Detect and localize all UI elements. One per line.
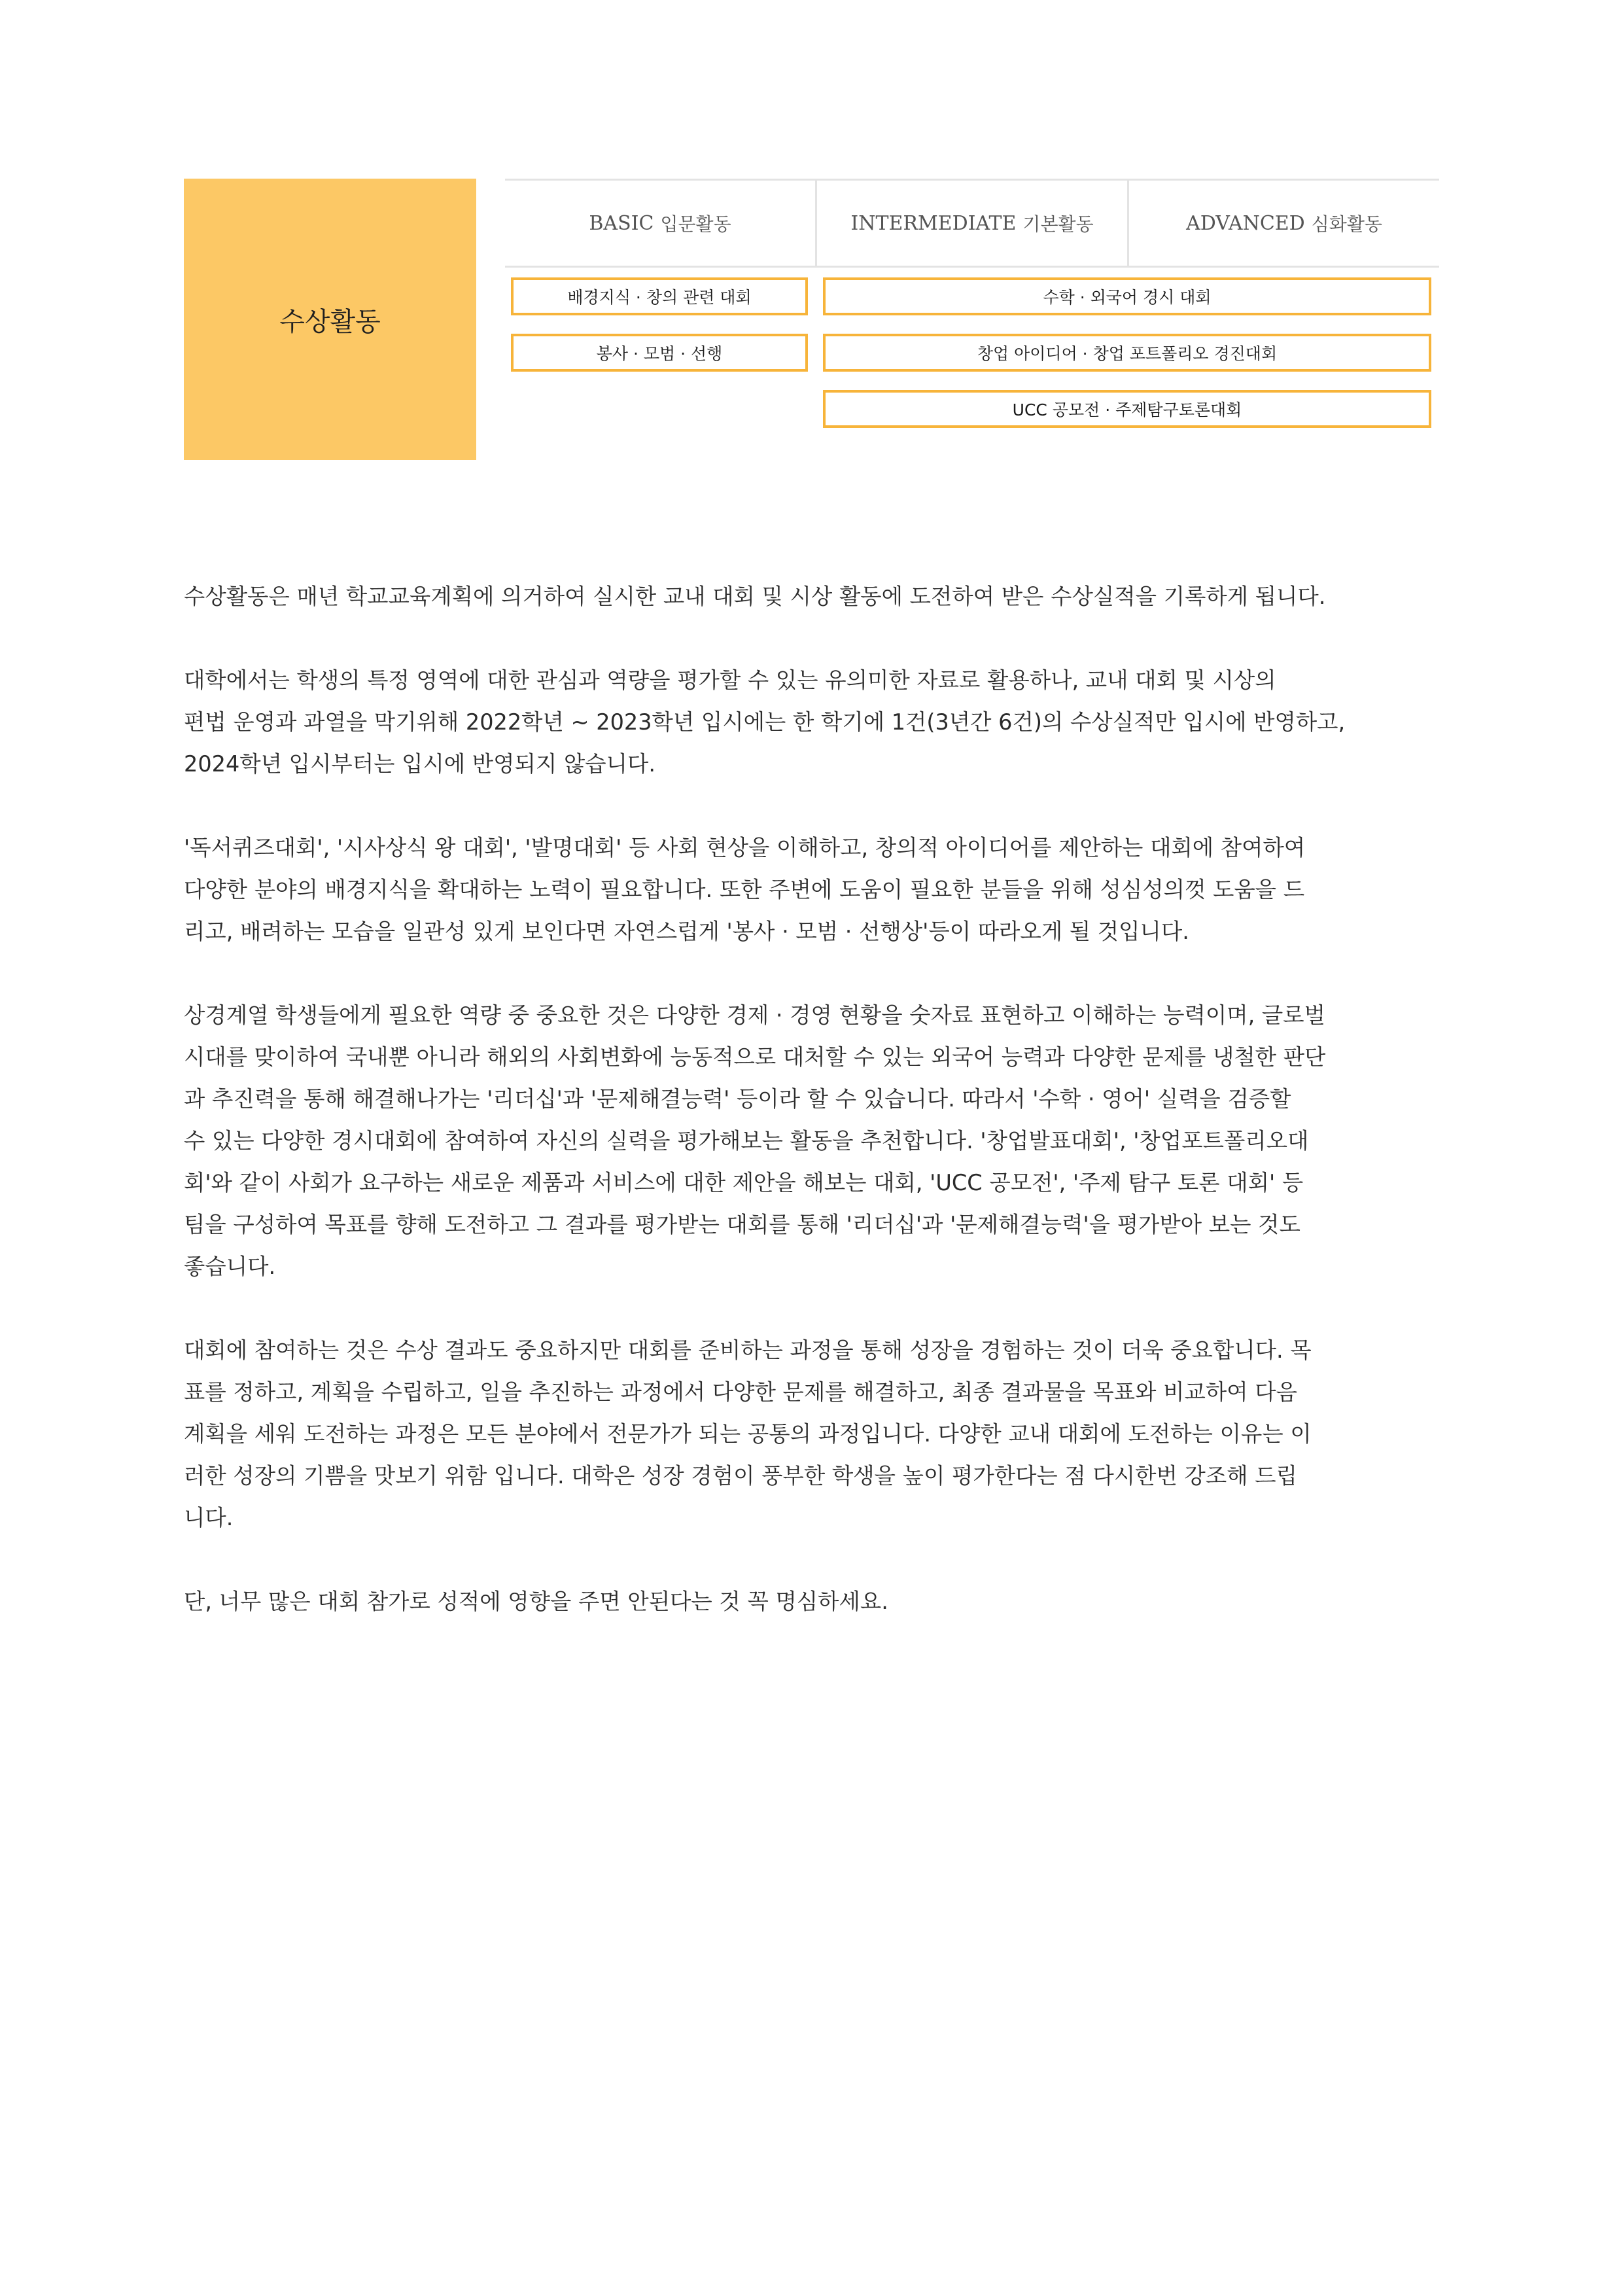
text-line: 니다. xyxy=(184,1505,234,1530)
paragraph-growth xyxy=(184,1330,1440,1539)
text-line: 리고, 배려하는 모습을 일관성 있게 보인다면 자연스럽게 '봉사 · 모범 · 선행상'등이 따라오게 될 것입니다. xyxy=(184,919,1189,944)
level-intermediate-en: INTERMEDIATE xyxy=(850,211,1017,235)
paragraph-business-major xyxy=(184,995,1440,1288)
level-advanced-ko: 심화활동 xyxy=(1311,213,1382,235)
level-intermediate xyxy=(815,181,1127,266)
activity-math-language-contest: 수학 · 외국어 경시 대회 xyxy=(823,277,1431,315)
body-text xyxy=(184,576,1440,1665)
text-line: 시대를 맞이하여 국내뿐 아니라 해외의 사회변화에 능동적으로 대처할 수 있는 외국어 능력과 다양한 문제를 냉철한 판단 xyxy=(184,1044,1326,1070)
level-basic-en: BASIC xyxy=(589,211,654,235)
text-line: '독서퀴즈대회', '시사상식 왕 대회', '발명대회' 등 사회 현상을 이해하고, 창의적 아이디어를 제안하는 대회에 참여하여 xyxy=(184,835,1306,860)
text-line: 계획을 세워 도전하는 과정은 모든 분야에서 전문가가 되는 공통의 과정입니다. 다양한 교내 대회에 도전하는 이유는 이 xyxy=(184,1421,1312,1447)
text-line: 회'와 같이 사회가 요구하는 새로운 제품과 서비스에 대한 제안을 해보는 대회, 'UCC 공모전', '주제 탐구 토론 대회' 등 xyxy=(184,1170,1304,1195)
level-advanced-en: ADVANCED xyxy=(1186,211,1305,235)
text-line: 러한 성장의 기쁨을 맛보기 위함 입니다. 대학은 성장 경험이 풍부한 학생을 높이 평가한다는 점 다시한번 강조해 드립 xyxy=(184,1463,1297,1489)
text-line: 좋습니다. xyxy=(184,1254,276,1279)
text-line: 표를 정하고, 계획을 수립하고, 일을 추진하는 과정에서 다양한 문제를 해결하고, 최종 결과물을 목표와 비교하여 다음 xyxy=(184,1379,1297,1405)
text-line: 팀을 구성하여 목표를 향해 도전하고 그 결과를 평가받는 대회를 통해 '리더십'과 '문제해결능력'을 평가받아 보는 것도 xyxy=(184,1212,1300,1237)
paragraph-basic-activities xyxy=(184,827,1440,953)
level-header xyxy=(505,179,1439,268)
paragraph-intro xyxy=(184,576,1440,618)
text-line: 다양한 분야의 배경지식을 확대하는 노력이 필요합니다. 또한 주변에 도움이 필요한 분들을 위해 성심성의껏 도움을 드 xyxy=(184,877,1305,902)
activity-background-knowledge: 배경지식 · 창의 관련 대회 xyxy=(511,277,808,315)
text-line: 편법 운영과 과열을 막기위해 2022학년 ~ 2023학년 입시에는 한 학기에 1건(3년간 6건)의 수상실적만 입시에 반영하고, xyxy=(184,709,1346,735)
level-advanced xyxy=(1127,181,1439,266)
level-intermediate-ko: 기본활동 xyxy=(1022,213,1094,235)
paragraph-admission-policy xyxy=(184,660,1440,785)
text-line: 단, 너무 많은 대회 참가로 성적에 영향을 주면 안된다는 것 꼭 명심하세요. xyxy=(184,1589,888,1614)
category-box xyxy=(184,179,476,460)
activity-startup-contest: 창업 아이디어 · 창업 포트폴리오 경진대회 xyxy=(823,334,1431,372)
text-line: 수 있는 다양한 경시대회에 참여하여 자신의 실력을 평가해보는 활동을 추천합니다. '창업발표대회', '창업포트폴리오대 xyxy=(184,1128,1309,1154)
text-line: 과 추진력을 통해 해결해나가는 '리더십'과 '문제해결능력' 등이라 할 수 있습니다. 따라서 '수학 · 영어' 실력을 검증할 xyxy=(184,1086,1291,1112)
text-line: 수상활동은 매년 학교교육계획에 의거하여 실시한 교내 대회 및 시상 활동에 도전하여 받은 수상실적을 기록하게 됩니다. xyxy=(184,584,1326,609)
paragraph-caution xyxy=(184,1581,1440,1623)
text-line: 상경계열 학생들에게 필요한 역량 중 중요한 것은 다양한 경제 · 경영 현황을 숫자료 표현하고 이해하는 능력이며, 글로벌 xyxy=(184,1002,1326,1028)
level-basic-ko: 입문활동 xyxy=(660,213,731,235)
activity-volunteer: 봉사 · 모범 · 선행 xyxy=(511,334,808,372)
category-label: 수상활동 xyxy=(279,306,381,337)
text-line: 대학에서는 학생의 특정 영역에 대한 관심과 역량을 평가할 수 있는 유의미한 자료로 활용하나, 교내 대회 및 시상의 xyxy=(184,667,1276,693)
text-line: 2024학년 입시부터는 입시에 반영되지 않습니다. xyxy=(184,751,655,777)
level-basic xyxy=(505,181,815,266)
text-line: 대회에 참여하는 것은 수상 결과도 중요하지만 대회를 준비하는 과정을 통해 성장을 경험하는 것이 더욱 중요합니다. 목 xyxy=(184,1337,1312,1363)
activity-ucc-debate: UCC 공모전 · 주제탐구토론대회 xyxy=(823,390,1431,428)
